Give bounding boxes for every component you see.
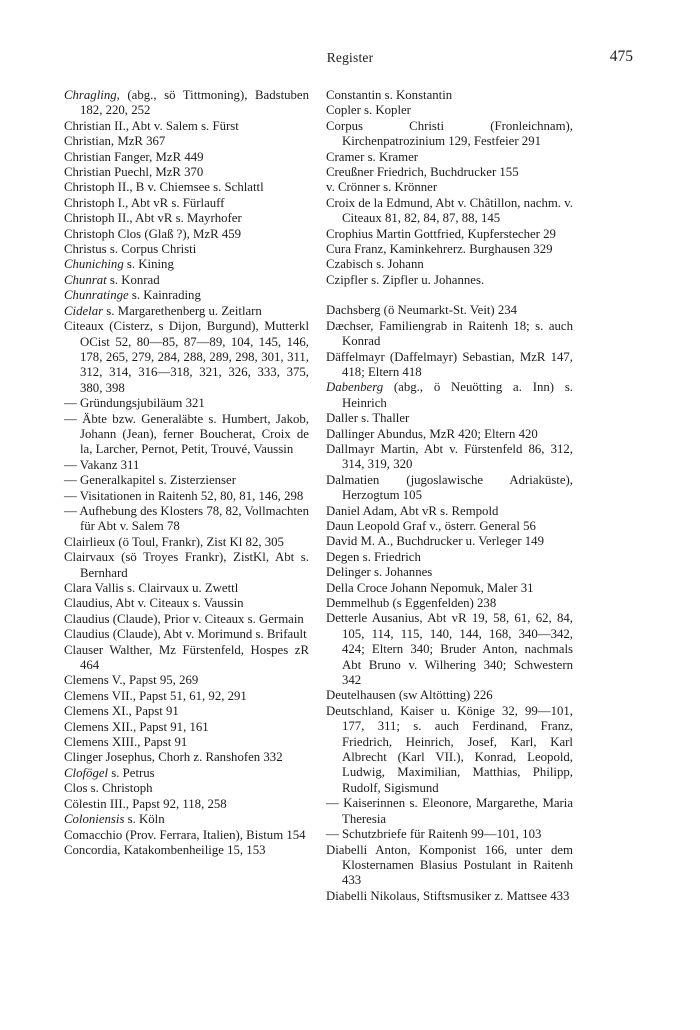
index-entry [326, 519, 573, 534]
index-entry-text: s. Kining [123, 257, 174, 272]
index-entry [64, 673, 309, 688]
index-entry-text: Daun Leopold Graf v., österr. General 56 [326, 518, 536, 533]
index-entry [326, 88, 573, 103]
index-entry [64, 581, 309, 596]
index-entry-text: Christian, MzR 367 [64, 134, 166, 149]
index-entry-text: — Schutzbriefe für Raitenh 99—101, 103 [326, 827, 542, 842]
index-entry [64, 797, 309, 812]
index-entry-text: Deutschland, Kaiser u. Könige 32, 99—101, 177, 311; s. auch Ferdinand, Franz, Friedrich, Heinrich, Josef, Karl, Karl Albrecht (Karl VII.), Konrad, Leopold, Ludwig, Maximilian, Matthias, Philipp, Rudolf, Sigismund [326, 703, 573, 795]
index-entry [64, 88, 309, 119]
index-entry [64, 242, 309, 257]
index-entry-text: Claudius (Claude), Prior v. Citeaux s. Germain [64, 611, 304, 626]
index-entry-text: Claudius (Claude), Abt v. Morimund s. Brifault [64, 627, 307, 642]
index-headword: Chunrat [64, 272, 107, 287]
index-entry-text: s. Konrad [106, 272, 160, 287]
index-entry [64, 319, 309, 396]
index-headword: Chuniching [64, 257, 124, 272]
index-entry [64, 473, 309, 488]
index-entry-text: Clemens V., Papst 95, 269 [64, 673, 199, 688]
index-entry-text: Däffelmayr (Daffelmayr) Sebastian, MzR 147, 418; Eltern 418 [326, 349, 573, 379]
index-entry-text: Copler s. Kopler [326, 103, 411, 118]
index-headword: Chunratinge [64, 288, 129, 303]
index-entry-text: Clemens XIII., Papst 91 [64, 735, 188, 750]
index-entry-text: s. Margarethenberg u. Zeitlarn [103, 303, 262, 318]
index-entry-text: Claudius, Abt v. Citeaux s. Vaussin [64, 596, 244, 611]
index-entry [326, 596, 573, 611]
index-entry-text: — Gründungsjubiläum 321 [64, 396, 205, 411]
index-entry [64, 704, 309, 719]
index-entry [64, 612, 309, 627]
index-entry-text: Clara Vallis s. Clairvaux u. Zwettl [64, 581, 239, 595]
index-entry-text: — Aufhebung des Klosters 78, 82, Vollmachten für Abt v. Salem 78 [64, 503, 309, 534]
index-entry [64, 750, 309, 765]
index-entry [64, 412, 309, 458]
index-entry-text: Christian Fanger, MzR 449 [64, 149, 204, 164]
index-entry [64, 288, 309, 303]
index-entry-text: v. Crönner s. Krönner [326, 180, 438, 195]
index-entry-text: Corpus Christi (Fronleichnam), Kirchenpatrozinium 129, Festfeier 291 [326, 118, 573, 149]
index-entry [326, 473, 573, 504]
index-entry [64, 828, 309, 843]
index-entry [326, 581, 573, 596]
index-entry-text: Dæchser, Familiengrab in Raitenh 18; s. auch Konrad [326, 318, 573, 349]
index-entry-text: Dallmayr Martin, Abt v. Fürstenfeld 86, 312, 314, 319, 320 [326, 441, 573, 472]
index-entry [64, 720, 309, 735]
index-entry-text: Christoph Clos (Glaß ?), MzR 459 [64, 226, 242, 241]
index-entry-text: Concordia, Katakombenheilige 15, 153 [64, 842, 266, 857]
index-entry [64, 489, 309, 504]
index-headword: Chragling, [64, 88, 120, 102]
index-entry [326, 565, 573, 580]
index-entry-text: — Visitationen in Raitenh 52, 80, 81, 146, 298 [64, 488, 304, 503]
index-column-right [326, 88, 573, 904]
index-entry [326, 180, 573, 195]
index-entry [64, 812, 309, 827]
index-entry [326, 504, 573, 519]
index-entry-text: Christoph I., Abt vR s. Fürlauff [64, 195, 225, 210]
index-entry [64, 689, 309, 704]
index-entry-text: — Äbte bzw. Generaläbte s. Humbert, Jakob, Johann (Jean), ferner Boucherat, Croix de la, Larcher, Pernot, Petit, Trouvé, Vaussin [64, 411, 309, 457]
index-entry-text: Clairvaux (sö Troyes Frankr), ZistKl, Abt s. Bernhard [64, 550, 309, 580]
index-entry [64, 535, 309, 550]
index-entry-text: — Vakanz 311 [64, 457, 140, 472]
index-entry [64, 735, 309, 750]
index-entry [326, 196, 573, 227]
index-entry-text: (abg., sö Tittmoning), Badstuben 182, 220, 252 [80, 88, 309, 118]
index-entry [64, 180, 309, 195]
index-entry-text: s. Petrus [108, 765, 155, 780]
index-entry-text: Della Croce Johann Nepomuk, Maler 31 [326, 580, 534, 595]
index-entry [64, 134, 309, 149]
index-entry-text: Degen s. Friedrich [326, 549, 421, 564]
index-entry-text: Deutelhausen (sw Altötting) 226 [326, 688, 493, 703]
index-entry [326, 273, 573, 288]
index-entry-text: Comacchio (Prov. Ferrara, Italien), Bistum 154 [64, 827, 306, 842]
index-entry-text: Clairlieux (ö Toul, Frankr), Zist Kl 82, 305 [64, 534, 284, 549]
index-entry-text: Diabelli Nikolaus, Stiftsmusiker z. Mattsee 433 [326, 888, 570, 903]
index-headword: Clofögel [64, 765, 109, 780]
index-entry-text: s. Kainrading [128, 288, 201, 303]
index-entry-text: Clauser Walther, Mz Fürstenfeld, Hospes zR 464 [64, 642, 309, 673]
index-entry [326, 319, 573, 350]
index-entry-text: Dachsberg (ö Neumarkt-St. Veit) 234 [326, 303, 518, 318]
index-entry [64, 550, 309, 581]
index-entry-text: Diabelli Anton, Komponist 166, unter dem Klosternamen Blasius Postulant in Raitenh 433 [326, 842, 573, 888]
index-entry-text: Christus s. Corpus Christi [64, 242, 197, 257]
index-entry [326, 796, 573, 827]
index-entry-text: Daller s. Thaller [326, 411, 410, 426]
index-entry [64, 396, 309, 411]
index-entry [64, 458, 309, 473]
index-entry [64, 766, 309, 781]
index-entry-text: Cramer s. Kramer [326, 149, 419, 164]
index-entry [64, 150, 309, 165]
index-entry-text: (abg., ö Neuötting a. Inn) s. Heinrich [342, 380, 573, 410]
index-entry-text: Christian II., Abt v. Salem s. Fürst [64, 118, 239, 133]
index-entry-text: Clinger Josephus, Chorh z. Ranshofen 332 [64, 750, 283, 765]
index-entry [64, 781, 309, 796]
index-entry [64, 257, 309, 272]
index-entry [326, 442, 573, 473]
index-entry [64, 304, 309, 319]
index-entry [326, 380, 573, 411]
index-entry [326, 411, 573, 426]
index-entry [64, 227, 309, 242]
index-entry [64, 643, 309, 674]
index-entry [64, 211, 309, 226]
index-headword: Dabenberg [326, 380, 384, 395]
index-entry [326, 350, 573, 381]
index-entry-text: s. Köln [124, 812, 165, 827]
index-entry-text: Citeaux (Cisterz, s Dijon, Burgund), Mutterkl OCist 52, 80—85, 87—89, 104, 145, 146, 178, 265, 279, 284, 288, 289, 298, 301, 311, 312, 314, 316—318, 321, 326, 333, 375, 380, 398 [64, 319, 309, 395]
index-entry [326, 150, 573, 165]
index-entry-text: Demmelhub (s Eggenfelden) 238 [326, 596, 497, 610]
index-entry-text: Clemens VII., Papst 51, 61, 92, 291 [64, 688, 247, 703]
index-entry-text: Creußner Friedrich, Buchdrucker 155 [326, 165, 519, 180]
index-entry [64, 627, 309, 642]
index-entry [326, 303, 573, 318]
index-entry-text: Croix de la Edmund, Abt v. Châtillon, nachm. v. Citeaux 81, 82, 84, 87, 88, 145 [326, 195, 573, 226]
index-entry [326, 427, 573, 442]
index-entry-text: Czipfler s. Zipfler u. Johannes. [326, 272, 485, 287]
index-entry [326, 550, 573, 565]
index-entry-text: Dalmatien (jugoslawische Adriaküste), Herzogtum 105 [326, 472, 573, 503]
index-entry [326, 534, 573, 549]
index-entry [326, 889, 573, 904]
index-entry [326, 227, 573, 242]
index-entry-text: — Generalkapitel s. Zisterzienser [64, 473, 236, 488]
index-entry-text: Christoph II., B v. Chiemsee s. Schlattl [64, 180, 264, 195]
index-entry-text: — Kaiserinnen s. Eleonore, Margarethe, Maria Theresia [326, 796, 573, 826]
index-entry-text: Constantin s. Konstantin [326, 88, 453, 102]
index-entry [326, 843, 573, 889]
index-entry-text: Detterle Ausanius, Abt vR 19, 58, 61, 62, 84, 105, 114, 115, 140, 144, 168, 340—342, 424; Eltern 340; Bruder Anton, nachmals Abt Bruno v. Wilhering 340; Schwestern 342 [326, 611, 573, 688]
index-entry [326, 119, 573, 150]
index-entry [64, 843, 309, 858]
index-headword: Coloniensis [64, 812, 125, 827]
index-headword: Cidelar [64, 303, 104, 318]
index-entry [326, 704, 573, 796]
index-entry-text: Clemens XII., Papst 91, 161 [64, 719, 209, 734]
index-entry [326, 242, 573, 257]
index-entry [326, 611, 573, 688]
running-head: Register [326, 50, 374, 65]
index-column-left [64, 88, 309, 858]
index-entry-text: Cura Franz, Kaminkehrerz. Burghausen 329 [326, 242, 553, 257]
index-entry [64, 504, 309, 535]
index-entry-text: Christian Puechl, MzR 370 [64, 165, 204, 180]
index-entry-text: Clos s. Christoph [64, 781, 153, 796]
index-entry-text: Christoph II., Abt vR s. Mayrhofer [64, 211, 242, 226]
index-entry-text: Clemens XI., Papst 91 [64, 704, 179, 719]
index-entry [64, 273, 309, 288]
index-entry [326, 165, 573, 180]
index-entry-text: Delinger s. Johannes [326, 565, 433, 580]
index-entry-text: Czabisch s. Johann [326, 257, 424, 272]
index-entry-text: Crophius Martin Gottfried, Kupferstecher 29 [326, 226, 556, 241]
index-entry-text: Cölestin III., Papst 92, 118, 258 [64, 796, 227, 811]
index-entry [326, 103, 573, 118]
index-entry [64, 596, 309, 611]
page-number: 475 [609, 48, 633, 65]
index-entry-text: David M. A., Buchdrucker u. Verleger 149 [326, 534, 544, 549]
index-entry [326, 827, 573, 842]
index-entry [326, 688, 573, 703]
index-entry-text: Daniel Adam, Abt vR s. Rempold [326, 503, 499, 518]
index-entry [64, 196, 309, 211]
index-entry-text: Dallinger Abundus, MzR 420; Eltern 420 [326, 426, 538, 441]
index-entry [326, 257, 573, 272]
index-entry [64, 119, 309, 134]
index-entry [64, 165, 309, 180]
